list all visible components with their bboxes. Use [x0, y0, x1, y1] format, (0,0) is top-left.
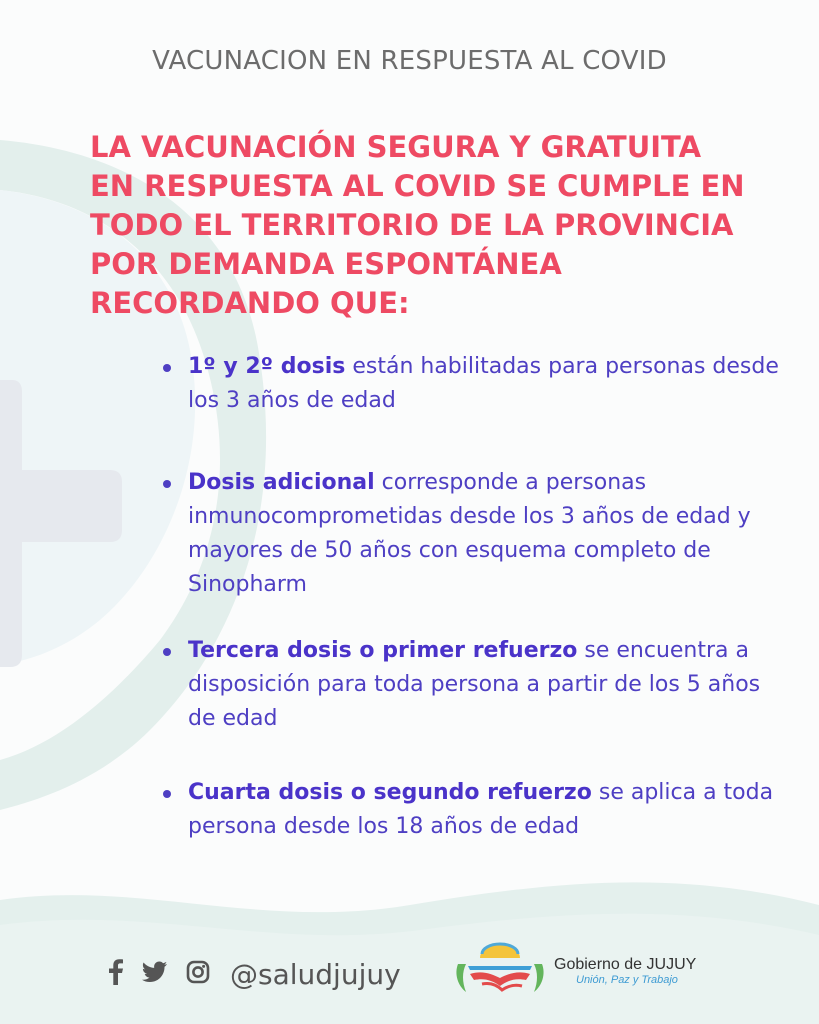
list-item-third-dose — [160, 634, 780, 736]
list-item-fourth-dose — [160, 776, 780, 844]
page-title: VACUNACION EN RESPUESTA AL COVID — [152, 46, 667, 76]
headline-line: EN RESPUESTA AL COVID SE CUMPLE EN — [90, 169, 745, 203]
bullet-bold: 1º y 2º dosis — [188, 354, 346, 379]
bullet-bold: Cuarta dosis o segundo refuerzo — [188, 780, 592, 805]
social-footer — [108, 954, 401, 994]
social-handle[interactable]: @saludjujuy — [230, 957, 401, 991]
bullet-text: se encuentra a disposición para toda persona a partir de los 5 años de edad — [188, 638, 761, 731]
bullet-bold: Dosis adicional — [188, 470, 375, 495]
handshake-sun-emblem-icon — [452, 940, 548, 1002]
headline-line: POR DEMANDA ESPONTÁNEA — [90, 247, 562, 281]
bullet-text: se aplica a toda persona desde los 18 años de edad — [188, 780, 774, 839]
list-item-first-second-dose — [160, 350, 780, 418]
twitter-icon[interactable] — [142, 961, 168, 988]
bullet-bold: Tercera dosis o primer refuerzo — [188, 638, 578, 663]
instagram-icon[interactable] — [186, 960, 210, 989]
headline-line: LA VACUNACIÓN SEGURA Y GRATUITA — [90, 130, 702, 164]
government-motto: Unión, Paz y Trabajo — [576, 974, 678, 986]
dose-list — [160, 350, 780, 844]
headline-line: RECORDANDO QUE: — [90, 286, 410, 320]
facebook-icon[interactable] — [108, 959, 124, 990]
headline — [90, 128, 770, 323]
government-logo — [452, 940, 696, 1002]
bullet-text: están habilitadas para personas desde los 3 años de edad — [188, 354, 779, 413]
bullet-text: corresponde a personas inmunocomprometidas desde los 3 años de edad y mayores de 50 años con esquema completo de Sinopharm — [188, 470, 751, 597]
headline-line: TODO EL TERRITORIO DE LA PROVINCIA — [90, 208, 734, 242]
list-item-additional-dose — [160, 466, 780, 602]
government-name: Gobierno de JUJUY — [554, 956, 697, 973]
